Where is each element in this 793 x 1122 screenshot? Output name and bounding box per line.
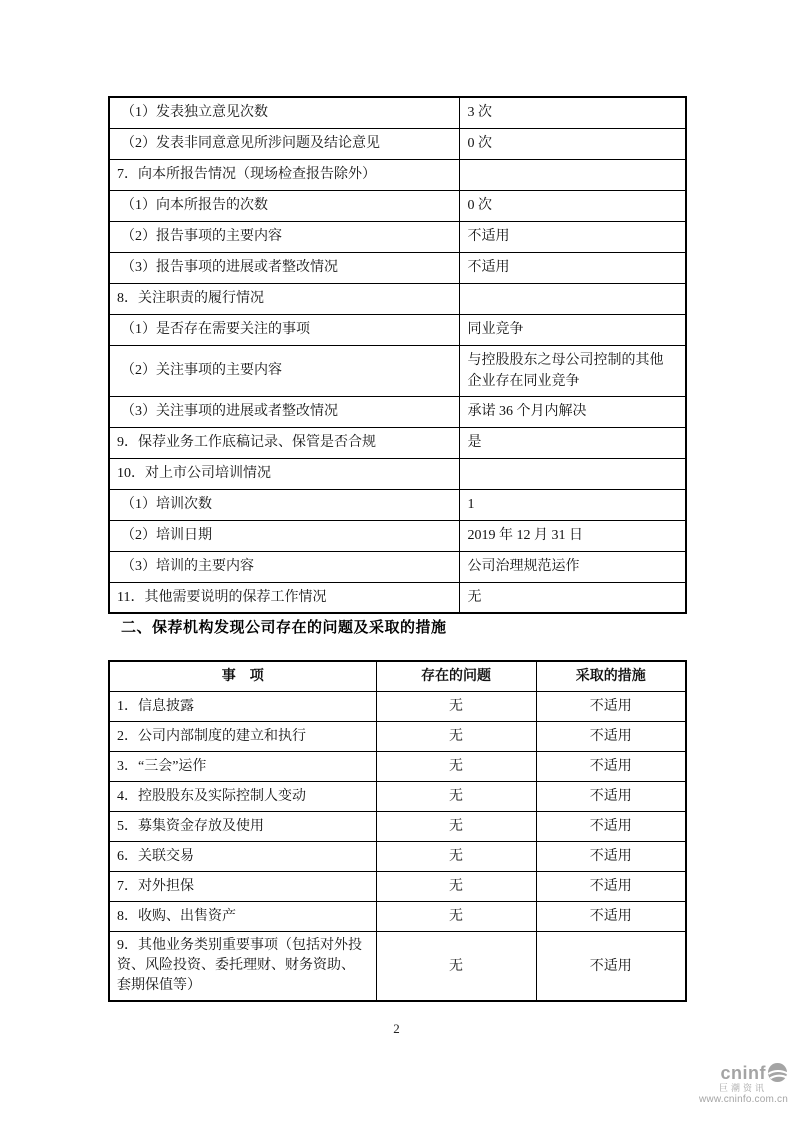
item-label-cell: 8．关注职责的履行情况 <box>109 283 459 314</box>
item-label-cell: （1）培训次数 <box>109 489 459 520</box>
problem-cell: 无 <box>376 692 536 722</box>
item-cell: 4．控股股东及实际控制人变动 <box>109 782 376 812</box>
item-label-cell: （1）发表独立意见次数 <box>109 97 459 128</box>
table-row <box>109 427 686 458</box>
cninfo-logo <box>699 1062 788 1106</box>
table-row <box>109 190 686 221</box>
item-label-cell: 11．其他需要说明的保荐工作情况 <box>109 582 459 613</box>
measure-cell: 不适用 <box>536 902 686 932</box>
problem-cell: 无 <box>376 812 536 842</box>
table-row <box>109 582 686 613</box>
table-row <box>109 722 686 752</box>
item-label-cell: （3）关注事项的进展或者整改情况 <box>109 396 459 427</box>
item-label-cell: （2）报告事项的主要内容 <box>109 221 459 252</box>
item-value-cell: 承诺 36 个月内解决 <box>459 396 686 427</box>
table-row <box>109 396 686 427</box>
table-row <box>109 221 686 252</box>
measure-cell: 不适用 <box>536 842 686 872</box>
cninfo-logo-chinese: 巨潮资讯 <box>718 1083 767 1093</box>
table-row <box>109 283 686 314</box>
section-heading: 二、保荐机构发现公司存在的问题及采取的措施 <box>121 619 447 636</box>
item-label-cell: （3）培训的主要内容 <box>109 551 459 582</box>
item-value-cell: 2019 年 12 月 31 日 <box>459 520 686 551</box>
item-cell: 8．收购、出售资产 <box>109 902 376 932</box>
measure-cell: 不适用 <box>536 782 686 812</box>
item-value-cell: 同业竞争 <box>459 314 686 345</box>
table-row <box>109 252 686 283</box>
table-row <box>109 159 686 190</box>
item-value-cell: 无 <box>459 582 686 613</box>
table-row <box>109 520 686 551</box>
table-row <box>109 551 686 582</box>
item-value-cell: 是 <box>459 427 686 458</box>
item-cell: 3．“三会”运作 <box>109 752 376 782</box>
item-value-cell: 1 <box>459 489 686 520</box>
item-label-cell: （2）关注事项的主要内容 <box>109 345 459 396</box>
table-row <box>109 97 686 128</box>
item-value-cell: 不适用 <box>459 252 686 283</box>
cninfo-logo-row <box>699 1062 788 1083</box>
sponsorship-work-table <box>108 96 687 614</box>
item-value-cell: 0 次 <box>459 190 686 221</box>
column-header: 事 项 <box>109 661 376 692</box>
cninfo-logo-url: www.cninfo.com.cn <box>699 1094 788 1105</box>
item-label-cell: （2）发表非同意意见所涉问题及结论意见 <box>109 128 459 159</box>
table-row <box>109 902 686 932</box>
item-value-cell: 与控股股东之母公司控制的其他企业存在同业竞争 <box>459 345 686 396</box>
problem-cell: 无 <box>376 842 536 872</box>
measure-cell: 不适用 <box>536 932 686 1002</box>
item-label-cell: 7．向本所报告情况（现场检查报告除外） <box>109 159 459 190</box>
item-label-cell: 9．保荐业务工作底稿记录、保管是否合规 <box>109 427 459 458</box>
measure-cell: 不适用 <box>536 752 686 782</box>
item-label-cell: （3）报告事项的进展或者整改情况 <box>109 252 459 283</box>
problem-cell: 无 <box>376 872 536 902</box>
item-value-cell <box>459 159 686 190</box>
column-header: 存在的问题 <box>376 661 536 692</box>
cninfo-logo-text: cninf <box>720 1062 766 1083</box>
problem-cell: 无 <box>376 722 536 752</box>
item-value-cell: 0 次 <box>459 128 686 159</box>
item-label-cell: 10．对上市公司培训情况 <box>109 458 459 489</box>
table-row <box>109 489 686 520</box>
table-header-row <box>109 661 686 692</box>
item-label-cell: （2）培训日期 <box>109 520 459 551</box>
table-row <box>109 932 686 1002</box>
table-row <box>109 692 686 722</box>
item-value-cell <box>459 283 686 314</box>
issues-measures-table <box>108 660 687 1002</box>
problem-cell: 无 <box>376 902 536 932</box>
item-cell: 5．募集资金存放及使用 <box>109 812 376 842</box>
measure-cell: 不适用 <box>536 872 686 902</box>
item-cell: 1．信息披露 <box>109 692 376 722</box>
table-row <box>109 314 686 345</box>
table-row <box>109 812 686 842</box>
table-row <box>109 128 686 159</box>
item-cell: 2．公司内部制度的建立和执行 <box>109 722 376 752</box>
table-row <box>109 842 686 872</box>
problem-cell: 无 <box>376 932 536 1002</box>
cninfo-swirl-icon <box>767 1062 788 1083</box>
item-value-cell: 不适用 <box>459 221 686 252</box>
measure-cell: 不适用 <box>536 722 686 752</box>
table-row <box>109 345 686 396</box>
item-value-cell: 公司治理规范运作 <box>459 551 686 582</box>
page-number: 2 <box>393 1021 400 1036</box>
problem-cell: 无 <box>376 752 536 782</box>
item-value-cell: 3 次 <box>459 97 686 128</box>
column-header: 采取的措施 <box>536 661 686 692</box>
table-row <box>109 752 686 782</box>
item-label-cell: （1）向本所报告的次数 <box>109 190 459 221</box>
problem-cell: 无 <box>376 782 536 812</box>
item-value-cell <box>459 458 686 489</box>
item-cell: 9．其他业务类别重要事项（包括对外投资、风险投资、委托理财、财务资助、套期保值等） <box>109 932 376 1002</box>
item-cell: 6．关联交易 <box>109 842 376 872</box>
table-row <box>109 872 686 902</box>
item-label-cell: （1）是否存在需要关注的事项 <box>109 314 459 345</box>
table-row <box>109 782 686 812</box>
table-row <box>109 458 686 489</box>
measure-cell: 不适用 <box>536 812 686 842</box>
measure-cell: 不适用 <box>536 692 686 722</box>
item-cell: 7．对外担保 <box>109 872 376 902</box>
